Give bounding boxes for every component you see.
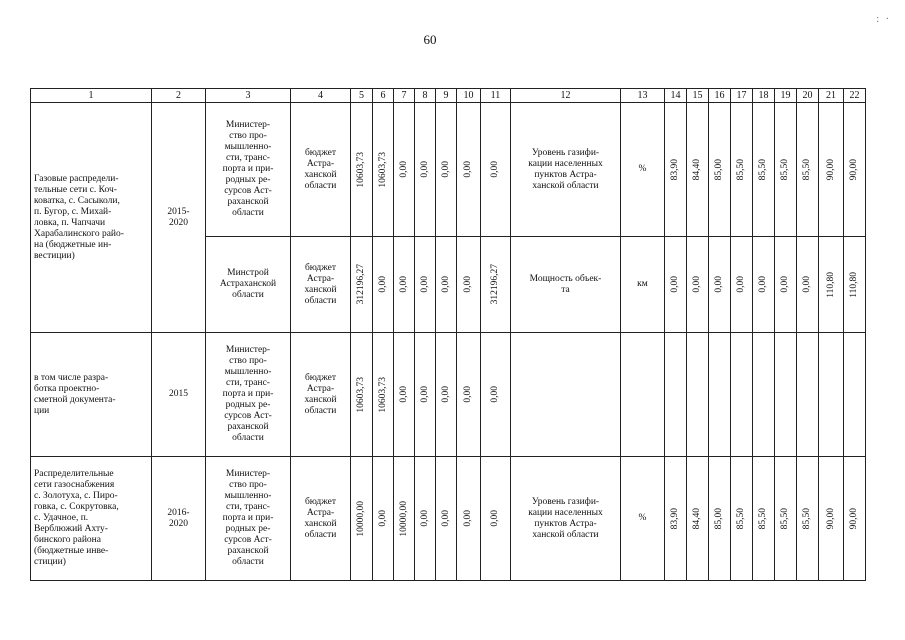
amount-2020: 312196,27 [490,264,500,305]
amount-total: 10603,73 [356,376,366,413]
empty-cell [511,333,621,457]
funding-source: бюджет Астра- ханской области [291,103,351,237]
indicator-value: 0,00 [714,276,724,293]
period: 2015 [152,333,206,457]
indicator-value: 0,00 [670,276,680,293]
empty-cell [709,333,731,457]
unit: % [621,457,665,581]
col-22: 22 [844,89,866,103]
col-17: 17 [731,89,753,103]
indicator-value: 85,50 [758,158,768,181]
amount-2016: 0,00 [398,276,409,293]
indicator-value: 85,50 [802,158,812,181]
indicator-value: 85,00 [714,158,724,181]
col-8: 8 [415,89,436,103]
indicator-value: 0,00 [758,276,768,293]
table-row [31,333,866,457]
col-6: 6 [373,89,394,103]
corner-marks: : · [876,14,891,25]
col-15: 15 [687,89,709,103]
col-19: 19 [775,89,797,103]
executor: Минстрой Астраханской области [206,237,291,333]
indicator-value: 83,90 [670,158,680,181]
funding-source: бюджет Астра- ханской области [291,237,351,333]
amount-2019: 0,00 [463,386,473,403]
indicator: Уровень газифи- кации населенных пунктов Астра- ханской области [511,457,621,581]
amount-2016: 0,00 [398,386,409,403]
funding-source: бюджет Астра- ханской области [291,457,351,581]
amount-2018: 0,00 [440,386,451,403]
amount-2016: 10000,00 [398,500,409,537]
amount-2019: 0,00 [463,276,473,293]
amount-2015: 0,00 [377,276,388,293]
executor: Министер- ство про- мышленно- сти, транс- порта и при- родных ре- сурсов Аст- раханской области [206,103,291,237]
amount-2020: 0,00 [490,386,500,403]
indicator-value: 85,50 [758,507,768,530]
executor: Министер- ство про- мышленно- сти, транс- порта и при- родных ре- сурсов Аст- раханской области [206,333,291,457]
amount-2019: 0,00 [463,161,473,178]
indicator-value: 110,80 [825,271,836,298]
executor: Министер- ство про- мышленно- сти, транс- порта и при- родных ре- сурсов Аст- раханской области [206,457,291,581]
period: 2015- 2020 [152,103,206,333]
amount-total: 10603,73 [356,151,366,188]
indicator-value: 0,00 [692,276,702,293]
indicator-value: 84,40 [692,158,702,181]
col-5: 5 [351,89,373,103]
amount-2016: 0,00 [398,161,409,178]
indicator-value: 0,00 [780,276,790,293]
col-3: 3 [206,89,291,103]
object-name: Распределительные сети газоснабжения с. Золотуха, с. Пиро- говка, с. Сокрутовка, с. Удачное, п. Верблюжий Ахту- бинского района (бюджетные инве- стиции) [31,457,152,581]
col-11: 11 [481,89,511,103]
empty-cell [775,333,797,457]
table-row [31,103,866,237]
empty-cell [797,333,819,457]
empty-cell [687,333,709,457]
empty-cell [731,333,753,457]
empty-cell [621,333,665,457]
amount-2020: 0,00 [490,510,500,527]
program-table [30,88,866,581]
indicator-value: 110,80 [849,271,859,298]
empty-cell [753,333,775,457]
col-13: 13 [621,89,665,103]
indicator-value: 90,00 [849,158,859,181]
amount-2017: 0,00 [419,386,430,403]
col-4: 4 [291,89,351,103]
amount-2018: 0,00 [440,510,451,527]
unit: % [621,103,665,237]
empty-cell [844,333,866,457]
unit: км [621,237,665,333]
col-18: 18 [753,89,775,103]
indicator-value: 83,90 [670,507,680,530]
empty-cell [819,333,844,457]
amount-2018: 0,00 [440,161,451,178]
page-number: 60 [423,32,437,47]
col-10: 10 [457,89,481,103]
col-21: 21 [819,89,844,103]
table-row [31,457,866,581]
indicator-value: 85,50 [736,507,746,530]
col-14: 14 [665,89,687,103]
amount-2018: 0,00 [440,276,451,293]
indicator-value: 0,00 [736,276,746,293]
col-1: 1 [31,89,152,103]
indicator-value: 85,50 [780,158,790,181]
column-number-row [31,89,866,103]
amount-total: 10000,00 [356,500,366,537]
col-9: 9 [436,89,457,103]
amount-2017: 0,00 [419,276,430,293]
amount-2017: 0,00 [419,161,430,178]
amount-2015: 10603,73 [377,376,388,413]
indicator: Уровень газифи- кации населенных пунктов Астра- ханской области [511,103,621,237]
indicator-value: 90,00 [825,158,836,181]
col-12: 12 [511,89,621,103]
indicator-value: 85,50 [736,158,746,181]
amount-total: 312196,27 [356,264,366,305]
empty-cell [665,333,687,457]
amount-2015: 10603,73 [377,151,388,188]
amount-2019: 0,00 [463,510,473,527]
col-7: 7 [394,89,415,103]
indicator-value: 84,40 [692,507,702,530]
indicator-value: 85,50 [802,507,812,530]
funding-source: бюджет Астра- ханской области [291,333,351,457]
indicator: Мощность объек- та [511,237,621,333]
indicator-value: 0,00 [802,276,812,293]
amount-2015: 0,00 [377,510,388,527]
period: 2016- 2020 [152,457,206,581]
amount-2020: 0,00 [490,161,500,178]
object-name: Газовые распредели- тельные сети с. Коч- коватка, с. Сасыколи, п. Бугор, с. Михай- ловка, п. Чапчачи Харабалинского райо- на (бюджетные ин- вестиции) [31,103,152,333]
object-name: в том числе разра- ботка проектно- сметной документа- ции [31,333,152,457]
amount-2017: 0,00 [419,510,430,527]
indicator-value: 85,00 [714,507,724,530]
indicator-value: 85,50 [780,507,790,530]
col-20: 20 [797,89,819,103]
col-16: 16 [709,89,731,103]
indicator-value: 90,00 [825,507,836,530]
col-2: 2 [152,89,206,103]
indicator-value: 90,00 [849,507,859,530]
